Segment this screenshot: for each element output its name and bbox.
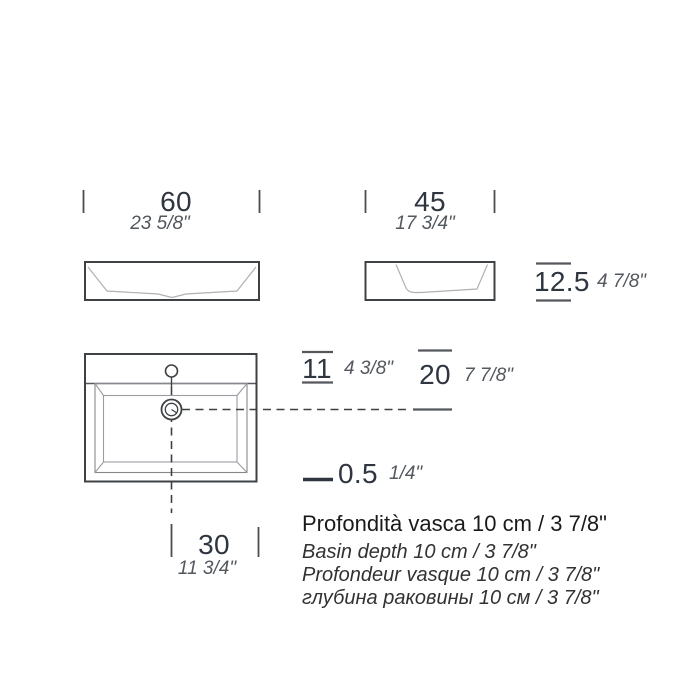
drain-front-cm-label: 20 xyxy=(419,359,451,390)
drain-side-cm-label: 30 xyxy=(198,529,230,560)
faucet-offset-cm-label: 11 xyxy=(302,353,332,384)
faucet-offset-inch-label: 4 3/8" xyxy=(344,358,394,379)
depth-cm-label: 45 xyxy=(414,186,446,217)
drain-icon xyxy=(162,400,182,420)
depth-inch-label: 17 3/4" xyxy=(395,213,455,234)
note-russian: глубина раковины 10 см / 3 7/8" xyxy=(302,587,599,609)
drain-side-inch-label: 11 3/4" xyxy=(177,558,237,579)
height-cm-label: 12.5 xyxy=(534,266,590,297)
edge-thickness-inch-label: 1/4" xyxy=(389,463,423,484)
width-inch-label: 23 5/8" xyxy=(130,213,190,234)
note-french: Profondeur vasque 10 cm / 3 7/8" xyxy=(302,564,600,586)
note-italian: Profondità vasca 10 cm / 3 7/8" xyxy=(302,511,607,536)
edge-thickness-cm-label: 0.5 xyxy=(338,458,378,489)
note-english: Basin depth 10 cm / 3 7/8" xyxy=(302,541,536,563)
side-view-drawing xyxy=(366,262,495,300)
front-view-drawing xyxy=(85,262,259,300)
height-inch-label: 4 7/8" xyxy=(597,271,647,292)
width-cm-label: 60 xyxy=(160,186,192,217)
drain-front-inch-label: 7 7/8" xyxy=(464,365,514,386)
